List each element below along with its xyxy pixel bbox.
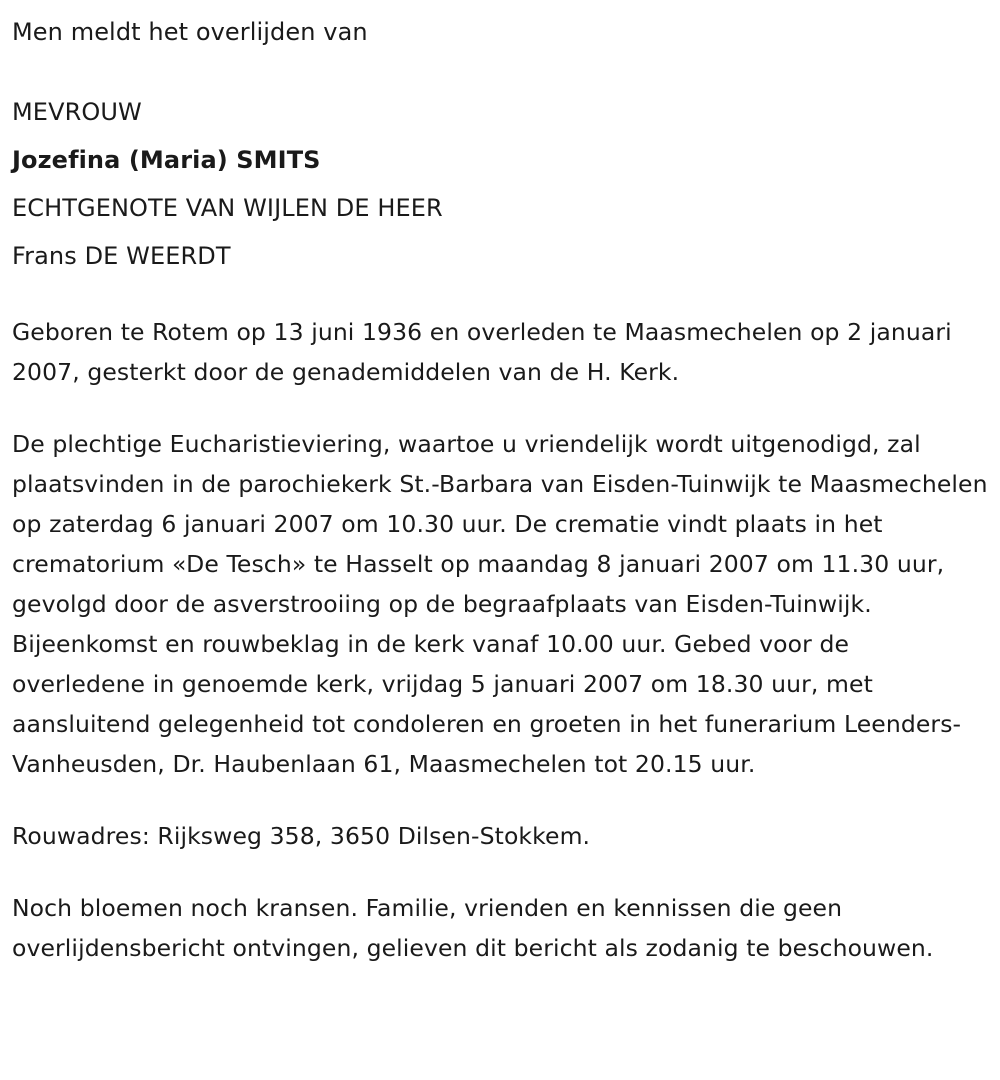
deceased-title: MEVROUW — [12, 98, 142, 126]
ceremony-paragraph: De plechtige Eucharistieviering, waartoe u vriendelijk wordt uitgenodigd, zal plaatsvinden in de parochiekerk St.-Barbara van Eisden-Tuinwijk te Maasmechelen op zaterdag 6 januari 2007 om 10.30 uur. De crematie vindt plaats in het crematorium «De Tesch» te Hasselt op maandag 8 januari 2007 om 11.30 uur, gevolgd door de asverstrooiing op de begraafplaats van Eisden-Tuinwijk. Bijeenkomst en rouwbeklag in de kerk vanaf 10.00 uur. Gebed voor de overledene in genoemde kerk, vrijdag 5 januari 2007 om 18.30 uur, met aansluitend gelegenheid tot condoleren en groeten in het funerarium Leenders-Vanheusden, Dr. Haubenlaan 61, Maasmechelen tot 20.15 uur. — [12, 430, 988, 778]
address-paragraph: Rouwadres: Rijksweg 358, 3650 Dilsen-Stokkem. — [12, 822, 591, 850]
closing-paragraph: Noch bloemen noch kransen. Familie, vrienden en kennissen die geen overlijdensbericht ontvingen, gelieven dit bericht als zodanig te beschouwen. — [12, 894, 934, 962]
relation-text: ECHTGENOTE VAN WIJLEN DE HEER — [12, 194, 443, 222]
intro-text: Men meldt het overlijden van — [12, 18, 368, 46]
spacer — [12, 784, 988, 816]
spacer — [12, 392, 988, 424]
spacer — [12, 856, 988, 888]
spacer — [12, 280, 988, 312]
spouse-name: Frans DE WEERDT — [12, 242, 231, 270]
spacer — [12, 56, 988, 88]
deceased-name: Jozefina (Maria) SMITS — [12, 146, 321, 174]
birth-death-paragraph: Geboren te Rotem op 13 juni 1936 en overleden te Maasmechelen op 2 januari 2007, gesterkt door de genademiddelen van de H. Kerk. — [12, 318, 952, 386]
